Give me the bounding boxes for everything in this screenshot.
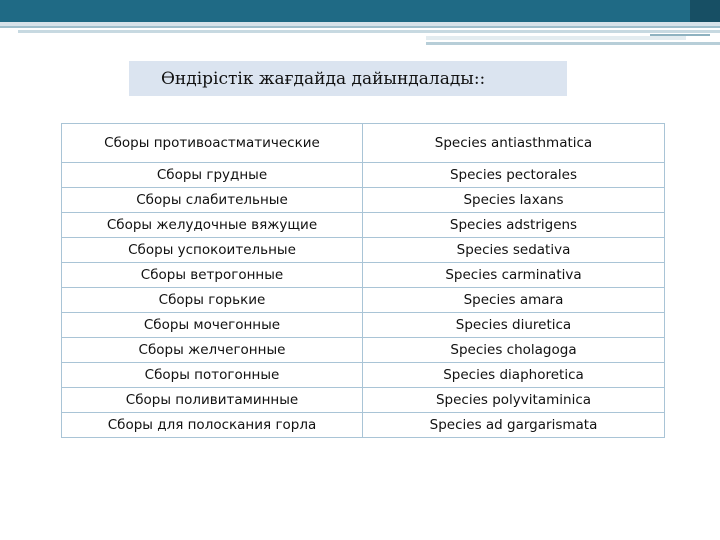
table-row (62, 188, 665, 213)
cell-russian-name: Сборы ветрогонные (62, 263, 363, 288)
header-cell-latin: Species antiasthmatica (363, 124, 665, 163)
cell-latin-name: Species amara (363, 288, 665, 313)
top-bar-accent (690, 0, 720, 22)
cell-russian-name: Сборы желудочные вяжущие (62, 213, 363, 238)
cell-russian-name: Сборы для полоскания горла (62, 413, 363, 438)
header-cell-russian: Сборы противоастматические (62, 124, 363, 163)
cell-latin-name: Species carminativa (363, 263, 665, 288)
table-row (62, 238, 665, 263)
cell-russian-name: Сборы желчегонные (62, 338, 363, 363)
table-row (62, 388, 665, 413)
slide-title-text: Өндірістік жағдайда дайындалады:: (161, 68, 486, 89)
cell-russian-name: Сборы поливитаминные (62, 388, 363, 413)
table-row (62, 363, 665, 388)
cell-latin-name: Species diaphoretica (363, 363, 665, 388)
table-row (62, 313, 665, 338)
table-row (62, 413, 665, 438)
cell-russian-name: Сборы мочегонные (62, 313, 363, 338)
cell-latin-name: Species laxans (363, 188, 665, 213)
decorative-strip (0, 22, 720, 52)
cell-latin-name: Species polyvitaminica (363, 388, 665, 413)
cell-latin-name: Species pectorales (363, 163, 665, 188)
cell-latin-name: Species cholagoga (363, 338, 665, 363)
slide-title (129, 61, 567, 96)
table-row (62, 338, 665, 363)
table-row (62, 288, 665, 313)
cell-latin-name: Species ad gargarismata (363, 413, 665, 438)
cell-latin-name: Species adstrigens (363, 213, 665, 238)
table-row (62, 163, 665, 188)
cell-russian-name: Сборы потогонные (62, 363, 363, 388)
cell-russian-name: Сборы успокоительные (62, 238, 363, 263)
cell-russian-name: Сборы слабительные (62, 188, 363, 213)
table-row (62, 213, 665, 238)
top-bar (0, 0, 720, 22)
cell-russian-name: Сборы горькие (62, 288, 363, 313)
table-row (62, 263, 665, 288)
cell-latin-name: Species sedativa (363, 238, 665, 263)
cell-russian-name: Сборы грудные (62, 163, 363, 188)
table-header-row (62, 124, 665, 163)
species-table (61, 123, 665, 438)
cell-latin-name: Species diuretica (363, 313, 665, 338)
